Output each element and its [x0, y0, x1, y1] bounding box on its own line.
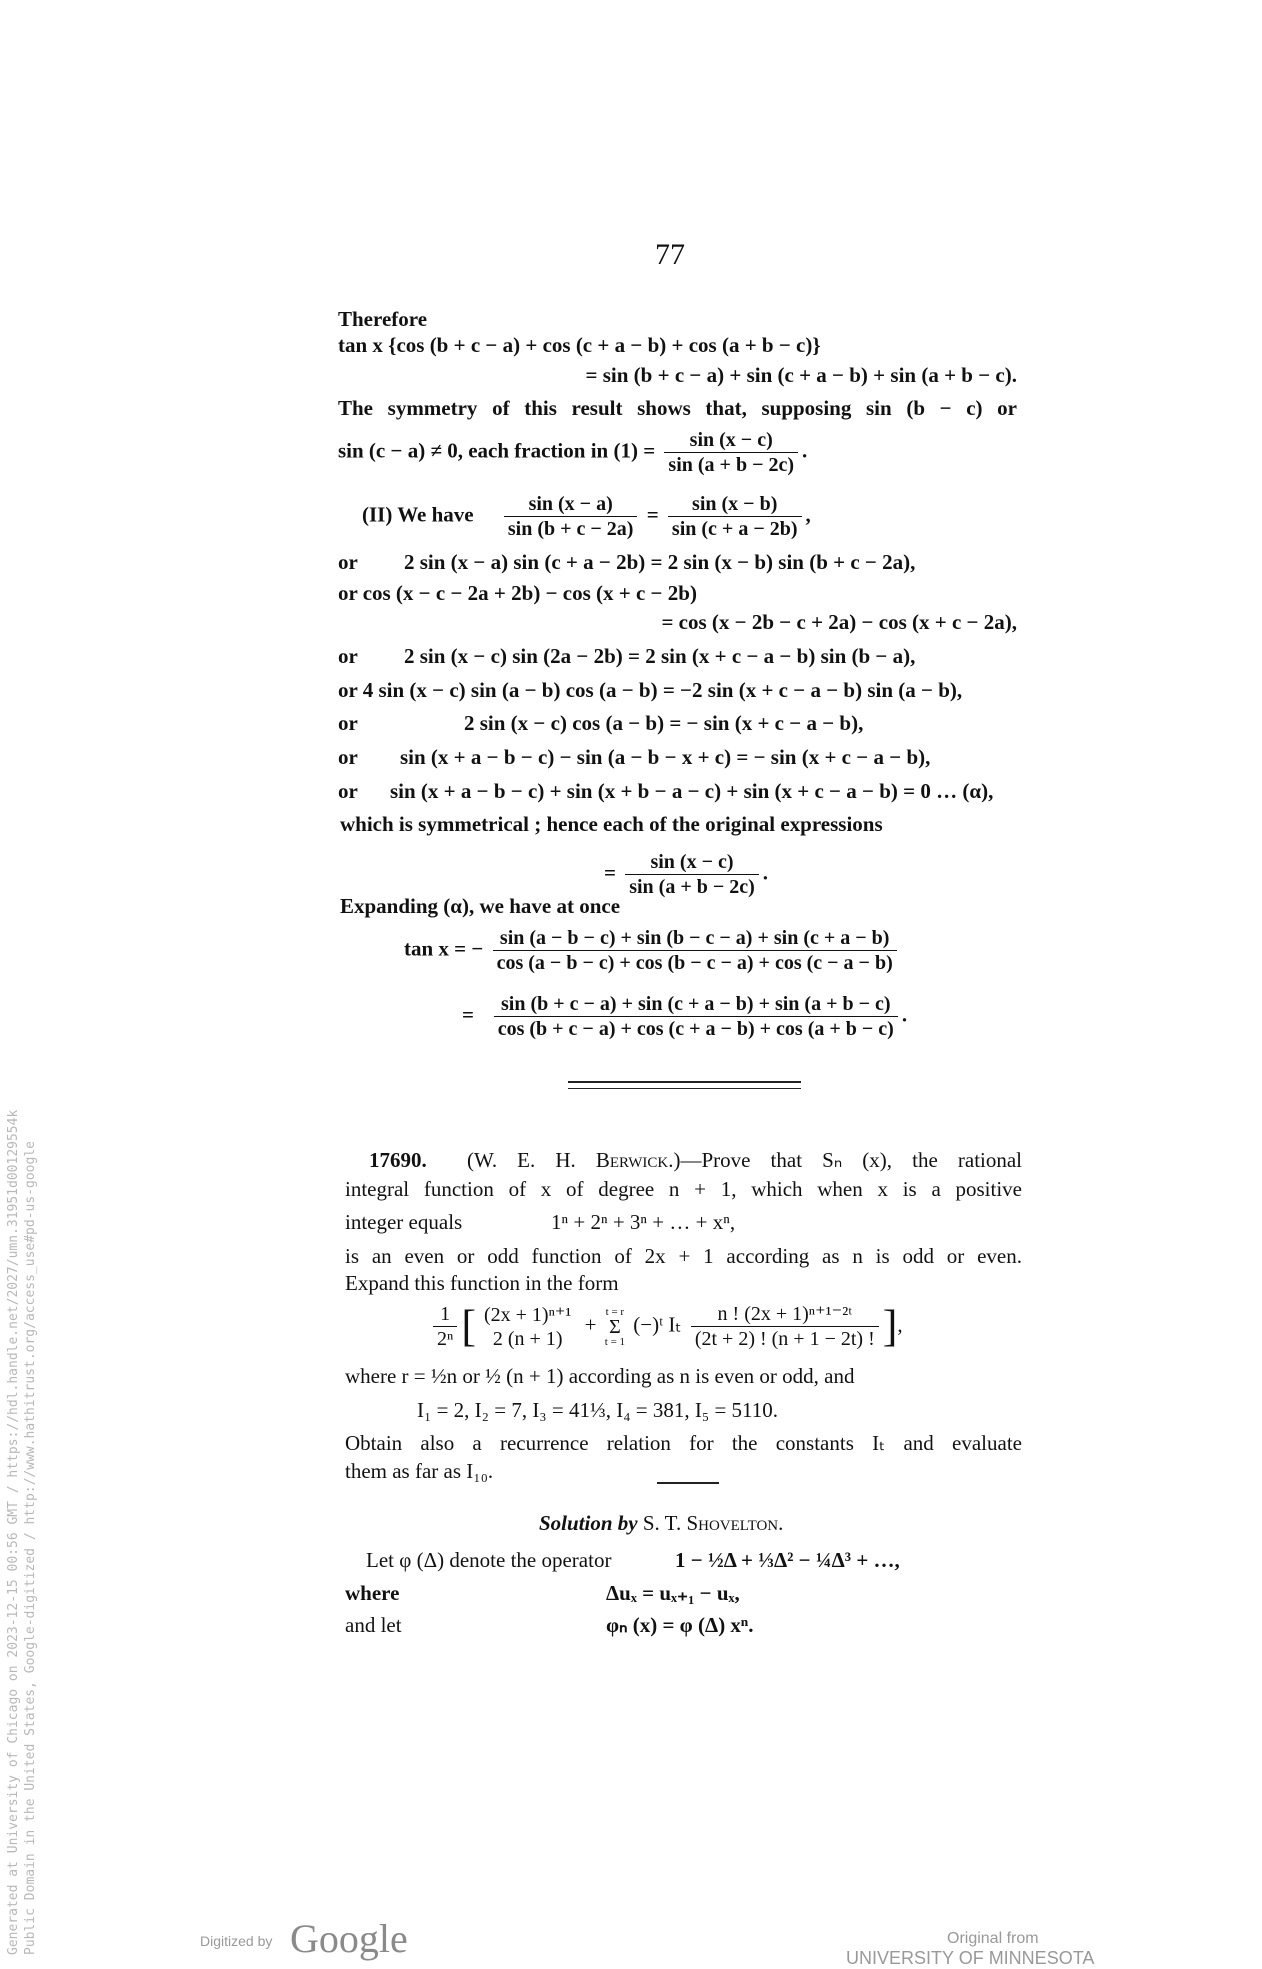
text-or: or	[338, 711, 358, 735]
solution-text: and let	[345, 1613, 402, 1637]
numerator: (2x + 1)ⁿ⁺¹	[483, 1303, 572, 1326]
equation-line: sin (x + a − b − c) − sin (a − b − x + c) = − sin (x + c − a − b),	[400, 745, 931, 769]
text-symmetry: The symmetry of this result shows that, supposing sin (b − c) or	[338, 396, 1017, 420]
fraction	[480, 1303, 575, 1351]
equation-line: = cos (x − 2b − c + 2a) − cos (x + c − 2a),	[661, 610, 1017, 634]
watermark-line-1: Generated at University of Chicago on 2023-12-15 00:56 GMT / https://hdl.handle.net/2027/umn.31951d00129554k	[6, 1109, 21, 1955]
text-we-have: (II) We have	[362, 502, 474, 527]
text-or: or	[338, 745, 358, 769]
numerator: sin (x − c)	[650, 851, 734, 873]
divider	[657, 1482, 719, 1484]
text-or: or	[338, 550, 358, 574]
equals: =	[646, 502, 659, 527]
problem-constants: I₁ = 2, I₂ = 7, I₃ = 41⅓, I₄ = 381, I₅ = 5110.	[417, 1398, 779, 1422]
text-expanding: Expanding (α), we have at once	[340, 894, 621, 918]
denominator: sin (b + c − 2a)	[504, 516, 638, 541]
numerator: sin (b + c − a) + sin (c + a − b) + sin (a + b − c)	[501, 993, 891, 1015]
equals: =	[604, 860, 616, 885]
problem-first-line	[345, 1147, 1022, 1173]
text-which: which is symmetrical ; hence each of the original expressions	[340, 812, 883, 836]
numerator: sin (x − a)	[528, 493, 613, 515]
denominator: 2ⁿ	[433, 1326, 457, 1351]
sum-upper: t = r	[605, 1305, 625, 1318]
problem-text: them as far as I₁₀.	[345, 1459, 494, 1483]
equation-fraction	[604, 850, 768, 899]
solution-text: where	[345, 1581, 400, 1605]
fraction	[504, 492, 638, 541]
plus: +	[584, 1312, 597, 1337]
denominator: sin (c + a − 2b)	[668, 516, 802, 541]
equation-tan-x	[404, 926, 901, 975]
text-sin-ca: sin (c − a) ≠ 0, each fraction in (1) =	[338, 438, 656, 463]
bracket: [	[461, 1301, 476, 1351]
watermark-line-2: Public Domain in the United States, Google-digitized / http://www.hathitrust.org/access_use#pd-us-google	[23, 1141, 38, 1955]
problem-formula: 1ⁿ + 2ⁿ + 3ⁿ + … + xⁿ,	[551, 1210, 736, 1234]
equation-each-fraction	[338, 428, 807, 477]
fraction	[691, 1302, 879, 1351]
equation-we-have	[362, 492, 811, 541]
denominator: sin (a + b − 2c)	[625, 874, 759, 899]
equation-tan-sum: tan x {cos (b + c − a) + cos (c + a − b) + cos (a + b − c)}	[338, 333, 821, 357]
divider	[568, 1081, 801, 1083]
solution-formula: 1 − ½Δ + ⅓Δ² − ¼Δ³ + …,	[675, 1548, 900, 1572]
bracket: ]	[882, 1301, 898, 1351]
punctuation: .	[802, 438, 808, 463]
summation	[605, 1306, 625, 1348]
equation-line: or 4 sin (x − c) sin (a − b) cos (a − b) = −2 sin (x + c − a − b) sin (a − b),	[338, 678, 963, 702]
sum-lower: t = 1	[604, 1335, 626, 1348]
denominator: 2 (n + 1)	[492, 1327, 563, 1350]
equation-line: 2 sin (x − c) sin (2a − 2b) = 2 sin (x + c − a − b) sin (b − a),	[404, 644, 916, 668]
problem-text: integer equals	[345, 1210, 463, 1234]
footer-digitized-by: Digitized by	[200, 1933, 273, 1949]
footer-institution: UNIVERSITY OF MINNESOTA	[846, 1948, 1095, 1968]
equation-line: 2 sin (x − c) cos (a − b) = − sin (x + c − a − b),	[464, 711, 864, 735]
denominator: sin (a + b − 2c)	[664, 452, 798, 477]
divider	[568, 1088, 801, 1089]
denominator: (2t + 2) ! (n + 1 − 2t) !	[691, 1326, 879, 1351]
numerator: 1	[440, 1303, 451, 1325]
fraction	[668, 492, 802, 541]
equation-line: 2 sin (x − a) sin (c + a − 2b) = 2 sin (x − b) sin (b + c − 2a),	[404, 550, 916, 574]
solution-text: Let φ (Δ) denote the operator	[366, 1548, 612, 1572]
equals: =	[462, 1002, 474, 1027]
page-number: 77	[655, 238, 685, 271]
problem-author: (W. E. H. Berwick.)	[466, 1148, 681, 1172]
numerator: n ! (2x + 1)ⁿ⁺¹⁻²ᵗ	[717, 1303, 853, 1325]
equation-tan-x-2	[462, 992, 907, 1041]
fraction	[664, 428, 798, 477]
text-or: or	[338, 644, 358, 668]
punctuation: ,	[897, 1312, 903, 1337]
solution-formula: φₙ (x) = φ (Δ) xⁿ.	[606, 1613, 754, 1637]
punctuation: .	[901, 1002, 908, 1027]
problem-text: is an even or odd function of 2x + 1 according as n is odd or even.	[345, 1244, 1022, 1268]
problem-text: integral function of x of degree n + 1, which when x is a positive	[345, 1177, 1022, 1201]
fraction	[625, 850, 759, 899]
google-logo: Google	[290, 1916, 408, 1961]
equation-line: or cos (x − c − 2a + 2b) − cos (x + c − 2b)	[338, 581, 697, 605]
equation-line: sin (x + a − b − c) + sin (x + b − a − c) + sin (x + c − a − b) = 0 … (α),	[390, 779, 994, 803]
numerator: sin (a − b − c) + sin (b − c − a) + sin (c + a − b)	[499, 927, 890, 949]
problem-expansion-formula	[429, 1302, 903, 1351]
problem-text: —Prove that Sₙ (x), the rational	[680, 1148, 1023, 1172]
solution-label: Solution by	[539, 1511, 638, 1535]
solution-author: S. T. Shovelton.	[642, 1511, 784, 1535]
solution-heading	[539, 1510, 783, 1536]
punctuation: .	[762, 860, 769, 885]
problem-text: where r = ½n or ½ (n + 1) according as n is even or odd, and	[345, 1364, 855, 1388]
text-therefore: Therefore	[338, 307, 428, 331]
problem-text: Obtain also a recurrence relation for the constants Iₜ and evaluate	[345, 1431, 1022, 1455]
sigma-symbol: Σ	[609, 1315, 621, 1338]
equation-sin-sum: = sin (b + c − a) + sin (c + a − b) + sin (a + b − c).	[585, 363, 1017, 387]
text-tan-x: tan x = −	[404, 936, 484, 961]
fraction	[433, 1302, 457, 1351]
fraction	[493, 926, 897, 975]
problem-text: Expand this function in the form	[345, 1271, 619, 1295]
denominator: cos (b + c − a) + cos (c + a − b) + cos (a + b − c)	[494, 1016, 898, 1041]
problem-number: 17690.	[369, 1148, 427, 1172]
footer-original-from: Original from	[947, 1930, 1039, 1947]
fraction	[494, 992, 898, 1041]
punctuation: ,	[805, 502, 811, 527]
text-or: or	[338, 779, 358, 803]
solution-formula: Δuₓ = uₓ₊₁ − uₓ,	[606, 1581, 740, 1605]
numerator: sin (x − b)	[692, 493, 778, 515]
denominator: cos (a − b − c) + cos (b − c − a) + cos (c − a − b)	[493, 950, 897, 975]
numerator: sin (x − c)	[689, 429, 773, 451]
sign-term: (−)ᵗ Iₜ	[633, 1312, 682, 1337]
